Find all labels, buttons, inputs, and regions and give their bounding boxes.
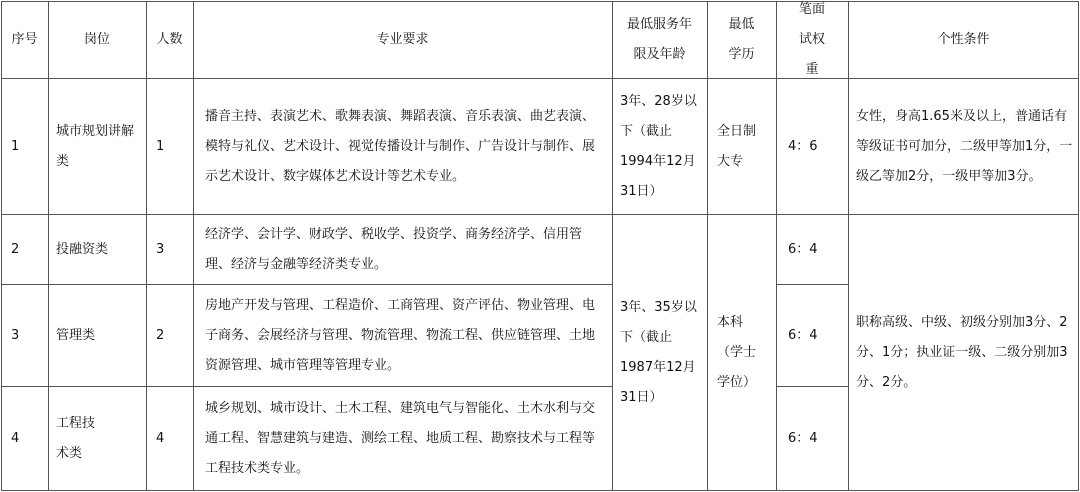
header-edu: 最低学历	[728, 16, 755, 62]
header-personal: 个性条件	[937, 31, 990, 47]
row1-edu: 全日制大专	[717, 123, 757, 169]
header-major: 专业要求	[376, 31, 429, 47]
row4-count: 4	[156, 431, 165, 446]
header-service: 最低服务年限及年龄	[626, 16, 692, 62]
row4-position: 工程技术类	[56, 416, 96, 461]
shared-personal: 职称高级、中级、初级分别加3分、2分、1分；执业证一级、二级分别加3分、2分。	[856, 315, 1068, 390]
header-position: 岗位	[83, 31, 110, 47]
row1-major: 播音主持、表演艺术、歌舞表演、舞蹈表演、音乐表演、曲艺表演、模特与礼仪、艺术设计、视觉传播设计与制作、广告设计与制作、展示艺术设计、数字媒体艺术设计等艺术专业。	[205, 108, 596, 184]
header-weight: 笔面试权重	[798, 1, 825, 77]
row2-major: 经济学、会计学、财政学、税收学、投资学、商务经济学、信用管理、经济与金融等经济类专业。	[205, 226, 583, 272]
header-seq: 序号	[11, 31, 38, 47]
row4-major: 城乡规划、城市设计、土木工程、建筑电气与智能化、土木水利与交通工程、智慧建筑与建造、测绘工程、地质工程、勘察技术与工程等工程技术类专业。	[205, 401, 596, 476]
row3-weight: 6：4	[788, 327, 818, 343]
row3-count: 2	[156, 327, 165, 343]
row2-seq: 2	[11, 241, 20, 257]
row1-seq: 1	[11, 138, 20, 154]
row4-weight: 6：4	[788, 431, 818, 446]
row1-service: 3年、28岁以下（截止1994年12月31日）	[620, 93, 697, 199]
row4-seq: 4	[11, 431, 20, 446]
shared-edu: 本科（学士学位）	[717, 315, 757, 390]
row3-major: 房地产开发与管理、工程造价、工商管理、资产评估、物业管理、电子商务、会展经济与管理、物流管理、物流工程、供应链管理、土地资源管理、城市管理等管理专业。	[205, 297, 596, 373]
row3-position: 管理类	[56, 327, 96, 343]
header-count: 人数	[156, 31, 183, 47]
row1-personal: 女性，身高1.65米及以上，普通话有等级证书可加分，二级甲等加1分，一级乙等加2分，一级甲等加3分。	[856, 108, 1073, 184]
row1-count: 1	[156, 138, 165, 154]
row1-weight: 4：6	[788, 138, 818, 154]
shared-service: 3年、35岁以下（截止1987年12月31日）	[620, 300, 697, 405]
row2-position: 投融资类	[56, 241, 109, 257]
row3-seq: 3	[11, 327, 20, 343]
row2-weight: 6：4	[788, 241, 818, 257]
row2-count: 3	[156, 241, 165, 257]
row1-position: 城市规划讲解类	[56, 123, 135, 169]
